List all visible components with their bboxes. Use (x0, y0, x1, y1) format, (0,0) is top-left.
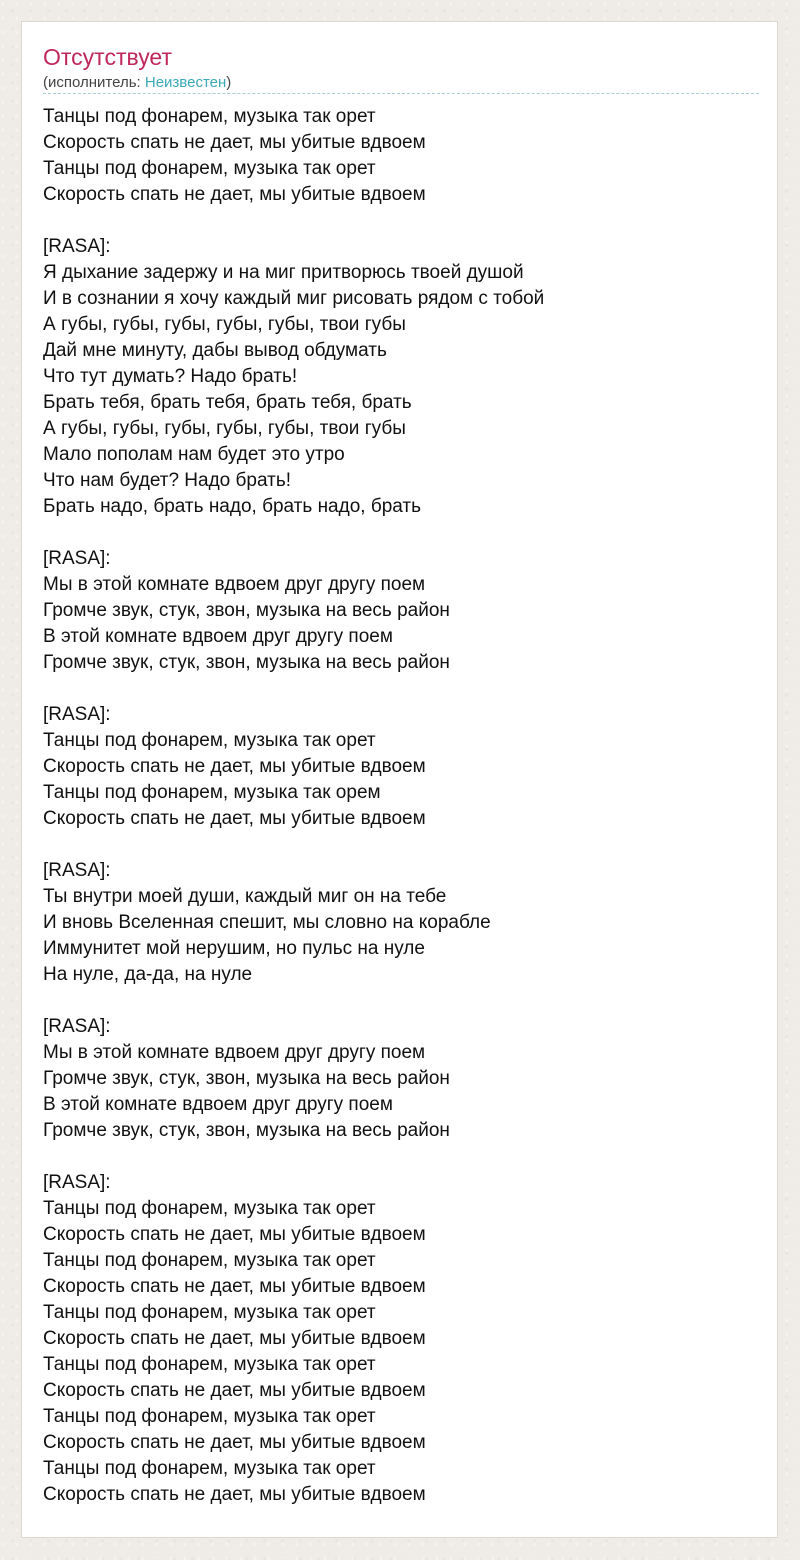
lyrics-card (21, 21, 778, 1538)
lyric-line: Громче звук, стук, звон, музыка на весь район (43, 1068, 450, 1089)
artist-link[interactable]: Неизвестен (144, 74, 227, 91)
stanza-break (43, 520, 759, 546)
lyric-line: А губы, губы, губы, губы, губы, твои губы (43, 314, 406, 335)
lyric-line: Танцы под фонарем, музыка так орем (43, 782, 381, 803)
lyric-line: И вновь Вселенная спешит, мы словно на корабле (43, 912, 491, 933)
lyric-line: Танцы под фонарем, музыка так орет (43, 158, 376, 179)
stanza-break (43, 1144, 759, 1170)
lyric-line: Что тут думать? Надо брать! (43, 366, 298, 387)
lyric-line: Громче звук, стук, звон, музыка на весь район (43, 1120, 450, 1141)
lyric-line: Танцы под фонарем, музыка так орет (43, 1354, 376, 1375)
lyric-line: Ты внутри моей души, каждый миг он на тебе (43, 886, 447, 907)
song-title: Отсутствует (43, 44, 172, 70)
lyric-line: Иммунитет мой нерушим, но пульс на нуле (43, 938, 425, 959)
lyric-line: Танцы под фонарем, музыка так орет (43, 1250, 376, 1271)
stanza-break (43, 676, 759, 702)
lyric-line: Танцы под фонарем, музыка так орет (43, 730, 376, 751)
lyric-line: Брать надо, брать надо, брать надо, брать (43, 496, 422, 517)
lyric-line: В этой комнате вдвоем друг другу поем (43, 626, 393, 647)
section-label: [RASA]: (43, 704, 111, 725)
section-label: [RASA]: (43, 548, 111, 569)
section-label: [RASA]: (43, 860, 111, 881)
stanza-break (43, 988, 759, 1014)
section-label: [RASA]: (43, 236, 111, 257)
artist-prefix: (исполнитель: (43, 74, 145, 91)
lyric-line: Я дыхание задержу и на миг притворюсь твоей душой (43, 262, 524, 283)
stanza-break (43, 832, 759, 858)
lyric-line: Что нам будет? Надо брать! (43, 470, 292, 491)
lyrics-text (43, 104, 759, 1508)
lyric-line: Громче звук, стук, звон, музыка на весь район (43, 600, 450, 621)
lyric-line: Громче звук, стук, звон, музыка на весь район (43, 652, 450, 673)
lyric-line: Танцы под фонарем, музыка так орет (43, 1458, 376, 1479)
lyric-line: Скорость спать не дает, мы убитые вдвоем (43, 132, 426, 153)
lyric-line: Брать тебя, брать тебя, брать тебя, брать (43, 392, 412, 413)
lyric-line: Танцы под фонарем, музыка так орет (43, 106, 376, 127)
artist-suffix: ) (226, 74, 232, 91)
title-divider (43, 93, 759, 94)
lyric-line: В этой комнате вдвоем друг другу поем (43, 1094, 393, 1115)
lyric-line: Мы в этой комнате вдвоем друг другу поем (43, 1042, 426, 1063)
stanza-break (43, 208, 759, 234)
lyric-line: Скорость спать не дает, мы убитые вдвоем (43, 1224, 426, 1245)
lyric-line: И в сознании я хочу каждый миг рисовать рядом с тобой (43, 288, 545, 309)
lyric-line: Мы в этой комнате вдвоем друг другу поем (43, 574, 426, 595)
lyric-line: А губы, губы, губы, губы, губы, твои губы (43, 418, 406, 439)
section-label: [RASA]: (43, 1172, 111, 1193)
lyric-line: Скорость спать не дает, мы убитые вдвоем (43, 1328, 426, 1349)
lyric-line: Танцы под фонарем, музыка так орет (43, 1406, 376, 1427)
lyric-line: Скорость спать не дает, мы убитые вдвоем (43, 1484, 426, 1505)
lyric-line: На нуле, да-да, на нуле (43, 964, 253, 985)
lyric-line: Скорость спать не дает, мы убитые вдвоем (43, 184, 426, 205)
lyric-line: Скорость спать не дает, мы убитые вдвоем (43, 1276, 426, 1297)
lyric-line: Мало пополам нам будет это утро (43, 444, 345, 465)
lyric-line: Скорость спать не дает, мы убитые вдвоем (43, 808, 426, 829)
lyric-line: Дай мне минуту, дабы вывод обдумать (43, 340, 387, 361)
lyric-line: Танцы под фонарем, музыка так орет (43, 1198, 376, 1219)
lyric-line: Танцы под фонарем, музыка так орет (43, 1302, 376, 1323)
lyric-line: Скорость спать не дает, мы убитые вдвоем (43, 756, 426, 777)
lyric-line: Скорость спать не дает, мы убитые вдвоем (43, 1380, 426, 1401)
artist-line (43, 73, 231, 93)
section-label: [RASA]: (43, 1016, 111, 1037)
lyric-line: Скорость спать не дает, мы убитые вдвоем (43, 1432, 426, 1453)
